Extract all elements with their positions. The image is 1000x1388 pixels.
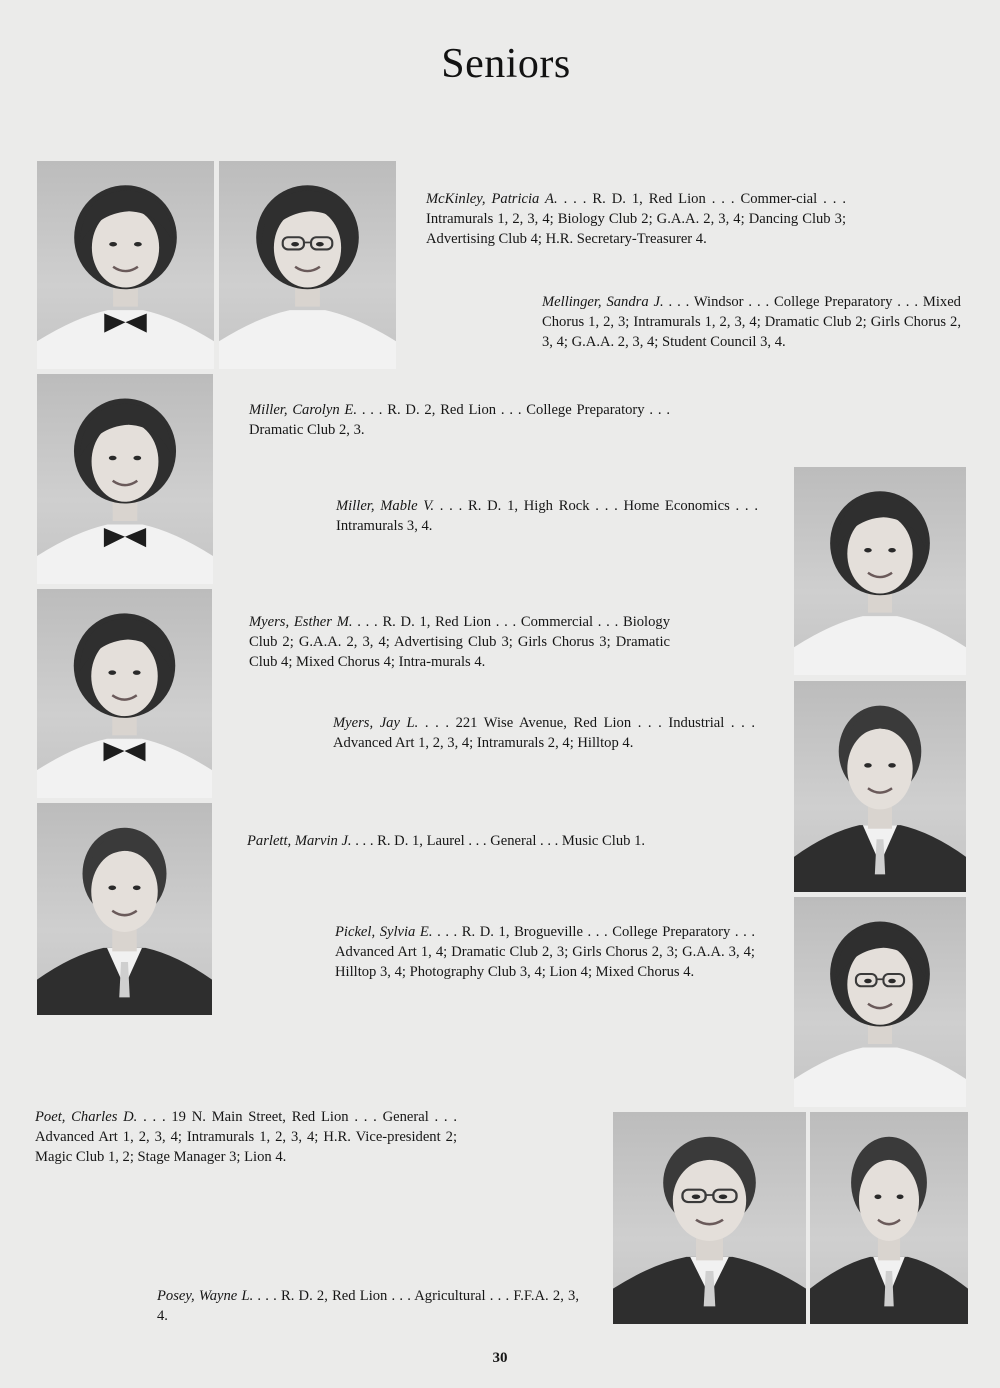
portrait-figure	[219, 161, 396, 369]
portrait-photo	[613, 1112, 806, 1324]
student-entry	[249, 612, 670, 672]
student-name: McKinley, Patricia A.	[426, 191, 558, 207]
student-name: Mellinger, Sandra J.	[542, 294, 664, 310]
portrait-photo	[37, 803, 212, 1015]
page-title: Seniors	[441, 41, 571, 87]
portrait-photo	[219, 161, 396, 369]
student-details: . . . R. D. 2, Red Lion . . . College Preparatory . . . Dramatic Club 2, 3.	[249, 402, 670, 438]
student-name: Posey, Wayne L.	[157, 1288, 254, 1304]
portrait-photo	[794, 681, 966, 892]
portrait-photo	[37, 161, 214, 369]
student-details: . . . Windsor . . . College Preparatory . . . Mixed Chorus 1, 2, 3; Intramurals 1, 2, 3, 4; Dramatic Club 2; Girls Chorus 2, 3, 4; G.A.A. 2, 3, 4; Student Council 3, 4.	[542, 294, 961, 350]
student-details: . . . R. D. 1, Laurel . . . General . . . Music Club 1.	[355, 833, 646, 849]
portrait-photo	[37, 589, 212, 798]
student-entry	[336, 496, 758, 536]
student-details: . . . 221 Wise Avenue, Red Lion . . . Industrial . . . Advanced Art 1, 2, 3, 4; Intramurals 2, 4; Hilltop 4.	[333, 715, 756, 751]
student-entry	[249, 400, 670, 440]
portrait-figure	[37, 589, 212, 798]
student-details: . . . R. D. 1, High Rock . . . Home Economics . . . Intramurals 3, 4.	[336, 498, 758, 534]
student-entry	[247, 831, 668, 851]
page-number: 30	[492, 1350, 508, 1366]
portrait-figure	[613, 1112, 806, 1324]
student-entry	[157, 1286, 579, 1326]
student-details: . . . R. D. 1, Red Lion . . . Commer-cial . . . Intramurals 1, 2, 3, 4; Biology Club 2; G.A.A. 2, 3, 4; Dancing Club 3; Advertising Club 4; H.R. Secretary-Treasurer 4.	[426, 191, 846, 247]
student-name: Myers, Esther M.	[249, 614, 353, 630]
student-details: . . . R. D. 1, Brogueville . . . College Preparatory . . . Advanced Art 1, 4; Dramatic Club 2, 3; Girls Chorus 2, 3; G.A.A. 3, 4; Hilltop 3, 4; Photography Club 3, 4; Lion 4; Mixed Chorus 4.	[335, 924, 756, 980]
portrait-figure	[794, 897, 966, 1107]
portrait-figure	[794, 467, 966, 675]
student-name: Myers, Jay L.	[333, 715, 419, 731]
student-name: Miller, Carolyn E.	[249, 402, 357, 418]
student-entry	[426, 189, 846, 249]
portrait-photo	[794, 897, 966, 1107]
student-entry	[35, 1107, 457, 1167]
student-name: Miller, Mable V.	[336, 498, 434, 514]
portrait-figure	[37, 374, 213, 584]
portrait-figure	[37, 161, 214, 369]
student-name: Poet, Charles D.	[35, 1109, 138, 1125]
portrait-photo	[37, 374, 213, 584]
portrait-photo	[794, 467, 966, 675]
portrait-figure	[794, 681, 966, 892]
portrait-figure	[810, 1112, 968, 1324]
portrait-photo	[810, 1112, 968, 1324]
student-entry	[333, 713, 755, 753]
portrait-figure	[37, 803, 212, 1015]
student-entry	[335, 922, 755, 982]
student-details: . . . 19 N. Main Street, Red Lion . . . General . . . Advanced Art 1, 2, 3, 4; Intramurals 1, 2, 3, 4; H.R. Vice-president 2; Magic Club 1, 2; Stage Manager 3; Lion 4.	[35, 1109, 458, 1165]
student-details: . . . R. D. 2, Red Lion . . . Agricultural . . . F.F.A. 2, 3, 4.	[157, 1288, 579, 1324]
student-details: . . . R. D. 1, Red Lion . . . Commercial . . . Biology Club 2; G.A.A. 2, 3, 4; Advertising Club 3; Girls Chorus 3; Dramatic Club 4; Mixed Chorus 4; Intra-murals 4.	[249, 614, 670, 670]
student-entry	[542, 292, 961, 352]
student-name: Parlett, Marvin J.	[247, 833, 352, 849]
student-name: Pickel, Sylvia E.	[335, 924, 433, 940]
